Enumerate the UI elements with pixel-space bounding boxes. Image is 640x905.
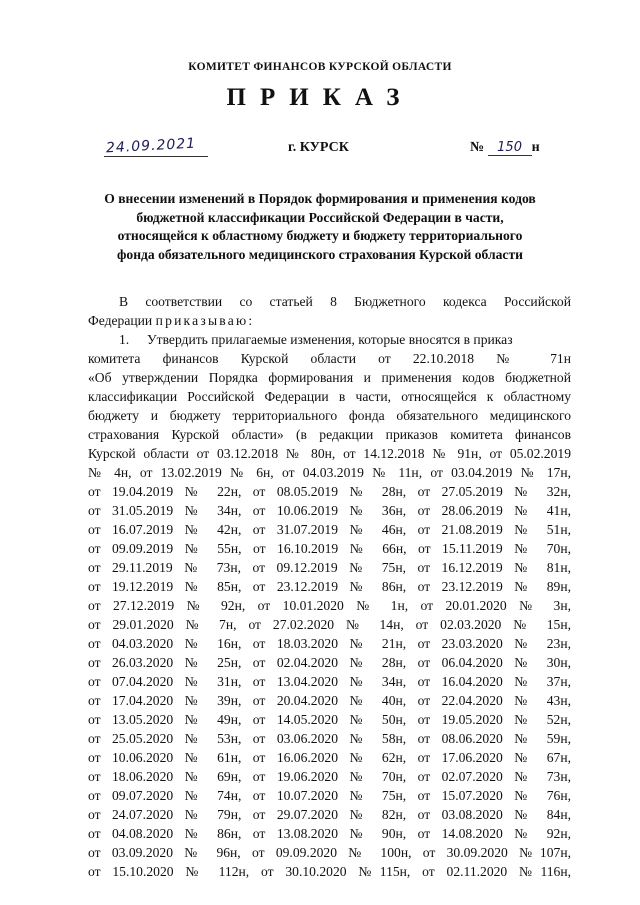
document-meta-row (0, 135, 640, 162)
text-line: от 25.05.2020 № 53н, от 03.06.2020 № 58н, от 08.06.2020 № 59н, (88, 731, 571, 746)
text-line: от 27.12.2019 № 92н, от 10.01.2020 № 1н, от 20.01.2020 № 3н, (88, 598, 571, 613)
text-line: от 13.05.2020 № 49н, от 14.05.2020 № 50н, от 19.05.2020 № 52н, (88, 712, 571, 727)
text-line: от 04.08.2020 № 86н, от 13.08.2020 № 90н, от 14.08.2020 № 92н, (88, 826, 571, 841)
organization-header: КОМИТЕТ ФИНАНСОВ КУРСКОЙ ОБЛАСТИ (188, 61, 452, 73)
text-line: от 29.11.2019 № 73н, от 09.12.2019 № 75н, от 16.12.2019 № 81н, (88, 560, 571, 575)
text-line: от 16.07.2019 № 42н, от 31.07.2019 № 46н, от 21.08.2019 № 51н, (88, 522, 571, 537)
handwritten-number: 150 (488, 140, 532, 156)
text-line: страхования Курской области» (в редакции приказов комитета финансов (88, 427, 571, 442)
text-line: от 31.05.2019 № 34н, от 10.06.2019 № 36н, от 28.06.2019 № 41н, (88, 503, 571, 518)
text-line: «Об утверждении Порядка формирования и применения кодов бюджетной (88, 370, 571, 385)
subject-line: относящейся к областному бюджету и бюджету территориального (117, 228, 523, 243)
subject-line: бюджетной классификации Российской Федерации в части, (136, 209, 504, 225)
text-line: от 26.03.2020 № 25н, от 02.04.2020 № 28н, от 06.04.2020 № 30н, (88, 655, 571, 670)
item-text: Утвердить прилагаемые изменения, которые вносятся в приказ (147, 332, 513, 347)
subject-line: О внесении изменений в Порядок формирования и применения кодов (104, 191, 536, 206)
document-body (88, 292, 571, 881)
text-line: от 17.04.2020 № 39н, от 20.04.2020 № 40н, от 22.04.2020 № 43н, (88, 693, 571, 708)
order-word: приказываю: (155, 313, 255, 328)
text-line: от 07.04.2020 № 31н, от 13.04.2020 № 34н, от 16.04.2020 № 37н, (88, 674, 571, 689)
intro-line-2 (88, 311, 571, 330)
item-1-first-line (88, 330, 571, 349)
number-sign: № (470, 140, 485, 155)
item-number: 1. (119, 332, 130, 347)
date-underline (104, 156, 208, 157)
text-line: № 4н, от 13.02.2019 № 6н, от 04.03.2019 № 11н, от 03.04.2019 № 17н, (88, 465, 571, 480)
intro-line: В соответствии со статьей 8 Бюджетного кодекса Российской (119, 294, 571, 309)
text-line: от 19.12.2019 № 85н, от 23.12.2019 № 86н, от 23.12.2019 № 89н, (88, 579, 571, 594)
order-text-lines (88, 349, 571, 881)
text-line: комитета финансов Курской области от 22.10.2018 № 71н (88, 351, 571, 366)
handwritten-date: 24.09.2021 (105, 135, 197, 157)
text-line: от 19.04.2019 № 22н, от 08.05.2019 № 28н, от 27.05.2019 № 32н, (88, 484, 571, 499)
text-line: классификации Российской Федерации в части, относящейся к областному (88, 389, 571, 404)
city-label: г. КУРСК (288, 140, 349, 155)
text-line: от 24.07.2020 № 79н, от 29.07.2020 № 82н, от 03.08.2020 № 84н, (88, 807, 571, 822)
number-suffix: н (531, 140, 540, 155)
text-line: от 10.06.2020 № 61н, от 16.06.2020 № 62н, от 17.06.2020 № 67н, (88, 750, 571, 765)
intro-text: Федерации (88, 313, 156, 328)
document-number (470, 140, 540, 156)
text-line: от 18.06.2020 № 69н, от 19.06.2020 № 70н, от 02.07.2020 № 73н, (88, 769, 571, 784)
text-line: Курской области от 03.12.2018 № 80н, от 14.12.2018 № 91н, от 05.02.2019 (88, 446, 571, 461)
text-line: бюджету и бюджету территориального фонда обязательного медицинского (88, 408, 571, 423)
text-line: от 15.10.2020 № 112н, от 30.10.2020 №115н, от 02.11.2020 №116н, (88, 864, 571, 879)
text-line: от 29.01.2020 № 7н, от 27.02.2020 № 14н, от 02.03.2020 № 15н, (88, 617, 571, 632)
text-line: от 04.03.2020 № 16н, от 18.03.2020 № 21н, от 23.03.2020 № 23н, (88, 636, 571, 651)
text-line: от 09.09.2019 № 55н, от 16.10.2019 № 66н, от 15.11.2019 № 70н, (88, 541, 571, 556)
document-title: ПРИКАЗ (226, 84, 414, 111)
text-line: от 03.09.2020 № 96н, от 09.09.2020 № 100н, от 30.09.2020 №107н, (88, 845, 571, 860)
document-subject (88, 190, 552, 264)
subject-line: фонда обязательного медицинского страхования Курской области (117, 246, 523, 262)
text-line: от 09.07.2020 № 74н, от 10.07.2020 № 75н, от 15.07.2020 № 76н, (88, 788, 571, 803)
